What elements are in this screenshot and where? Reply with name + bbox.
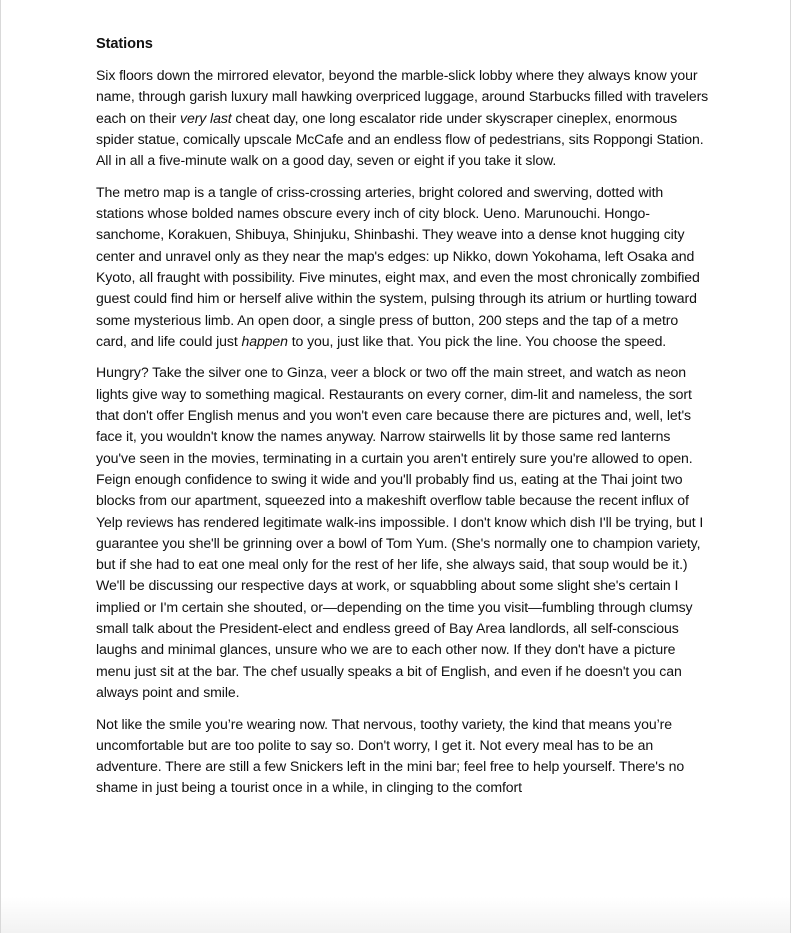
italic-text: happen	[241, 332, 288, 349]
paragraph	[96, 714, 711, 799]
paragraph-text: to you, just like that. You pick the line. You choose the speed.	[287, 332, 667, 349]
document-title: Stations	[96, 36, 153, 52]
paragraph-text: The metro map is a tangle of criss-crossing arteries, bright colored and swerving, dotted with stations whose bolded names obscure every inch of city block. Ueno. Marunouchi. Hongo-sanchome, Korakuen, Shibuya, Shinjuku, Shinbashi. They weave into a dense knot hugging city center and unravel only as they near the map's edges: up Nikko, down Yokohama, left Osaka and Kyoto, all fraught with possibility. Five minutes, eight max, and even the most chronically zombified guest could find him or herself alive within the system, pulsing through its atrium or hurtling toward some mysterious limb. An open door, a single press of button, 200 steps and the tap of a metro card, and life could just	[96, 183, 700, 349]
paragraph-text: Six floors down the mirrored elevator, beyond the marble-slick lobby where they always know your name, through garish luxury mall hawking overpriced luggage, around Starbucks filled with travelers each on their	[96, 67, 709, 126]
italic-text: very last	[180, 109, 232, 126]
paragraph	[96, 362, 711, 703]
page-bottom-shade	[1, 897, 790, 933]
paragraph-text: Not like the smile you’re wearing now. That nervous, toothy variety, the kind that means you’re uncomfortable but are too polite to say so. Don't worry, I get it. Not every meal has to be an adventure. There are still a few Snickers left in the mini bar; feel free to help yourself. There's no shame in just being a tourist once in a while, in clinging to the comfort	[96, 715, 685, 796]
paragraph-text: Hungry? Take the silver one to Ginza, veer a block or two off the main street, and watch as neon lights give way to something magical. Restaurants on every corner, dim-lit and nameless, the sort that don't offer English menus and you won't even care because there are pictures and, well, let's face it, you wouldn't know the names anyway. Narrow stairwells lit by those same red lanterns you've seen in the movies, terminating in a curtain you aren't entirely sure you're allowed to open. Feign enough confidence to swing it wide and you'll probably find us, eating at the Thai joint two blocks from our apartment, squeezed into a makeshift overflow table because the recent influx of Yelp reviews has rendered legitimate walk-ins impossible. I don't know which dish I'll be trying, but I guarantee you she'll be grinning over a bowl of Tom Yum. (She's normally one to champion variety, but if she had to eat one meal only for the rest of her life, she always said, that soup would be it.) We'll be discussing our respective days at work, or squabbling about some slight she's certain I implied or I'm certain she shouted, or—depending on the time you visit—fumbling through clumsy small talk about the President-elect and endless greed of Bay Area landlords, all self-conscious laughs and minimal glances, unsure who we are to each other now. If they don't have a picture menu just sit at the bar. The chef usually speaks a bit of English, and even if he doesn't you can always point and smile.	[96, 364, 704, 700]
paragraph	[96, 182, 711, 352]
paragraph	[96, 65, 711, 171]
document-body	[96, 34, 711, 809]
paragraph-text: cheat day, one long escalator ride under skyscraper cineplex, enormous spider statue, comically upscale McCafe and an endless flow of pedestrians, sits Roppongi Station. All in all a five-minute walk on a good day, seven or eight if you take it slow.	[96, 109, 704, 169]
paragraph-list	[96, 65, 711, 799]
